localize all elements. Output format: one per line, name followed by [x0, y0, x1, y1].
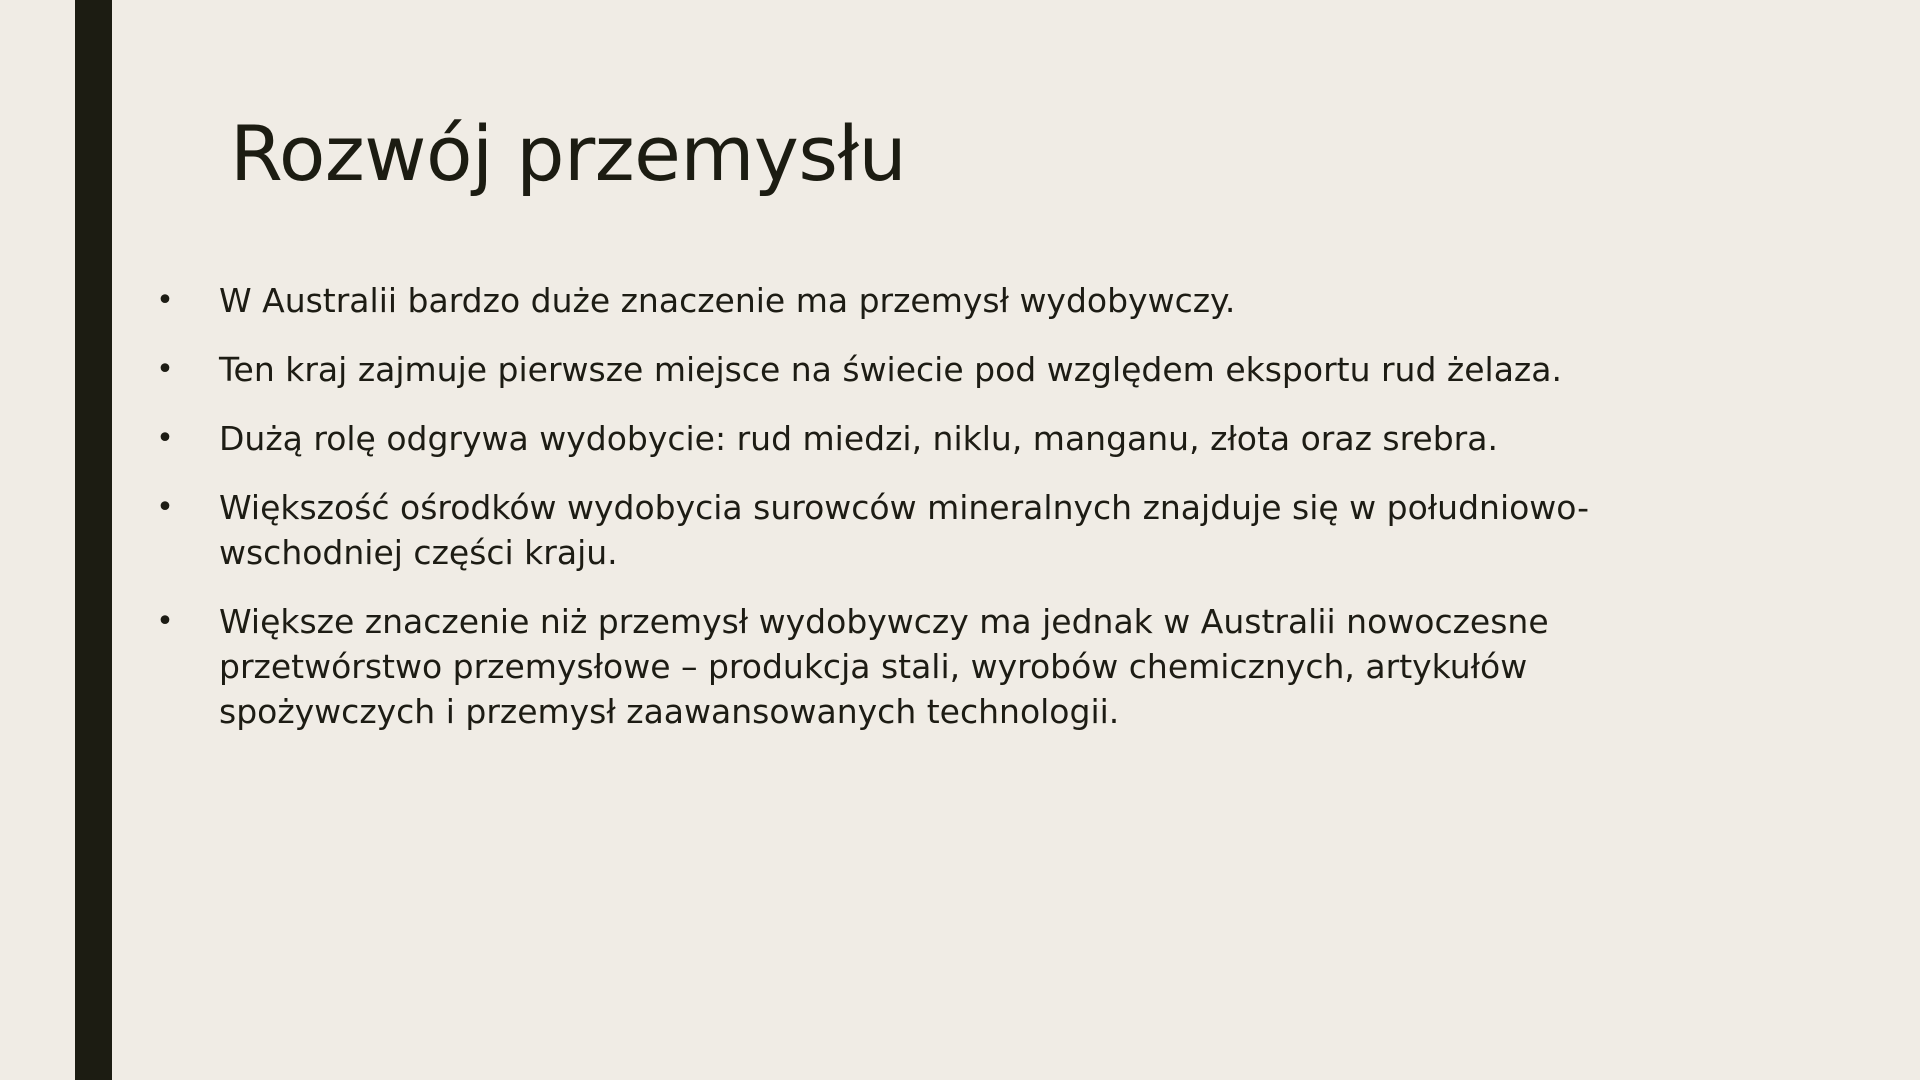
- bullet-list: [150, 278, 1650, 758]
- bullet-dot-icon: •: [156, 490, 174, 525]
- bullet-item: [150, 599, 1650, 734]
- bullet-dot-icon: •: [156, 421, 174, 456]
- bullet-dot-icon: •: [156, 604, 174, 639]
- bullet-text: Większość ośrodków wydobycia surowców mineralnych znajduje się w południowo-wschodniej części kraju.: [219, 488, 1589, 572]
- bullet-dot-icon: •: [156, 283, 174, 318]
- bullet-item: [150, 347, 1650, 392]
- bullet-item: [150, 278, 1650, 323]
- slide-title: Rozwój przemysłu: [230, 109, 907, 198]
- bullet-text: Dużą rolę odgrywa wydobycie: rud miedzi, niklu, manganu, złota oraz srebra.: [219, 419, 1498, 458]
- bullet-item: [150, 485, 1650, 575]
- bullet-item: [150, 416, 1650, 461]
- bullet-text: Większe znaczenie niż przemysł wydobywczy ma jednak w Australii nowoczesne przetwórstwo przemysłowe – produkcja stali, wyrobów chemicznych, artykułów spożywczych i przemysł zaawansowanych technologii.: [219, 602, 1549, 731]
- bullet-dot-icon: •: [156, 352, 174, 387]
- left-accent-bar: [75, 0, 112, 1080]
- bullet-text: W Australii bardzo duże znaczenie ma przemysł wydobywczy.: [219, 281, 1236, 320]
- bullet-text: Ten kraj zajmuje pierwsze miejsce na świecie pod względem eksportu rud żelaza.: [219, 350, 1562, 389]
